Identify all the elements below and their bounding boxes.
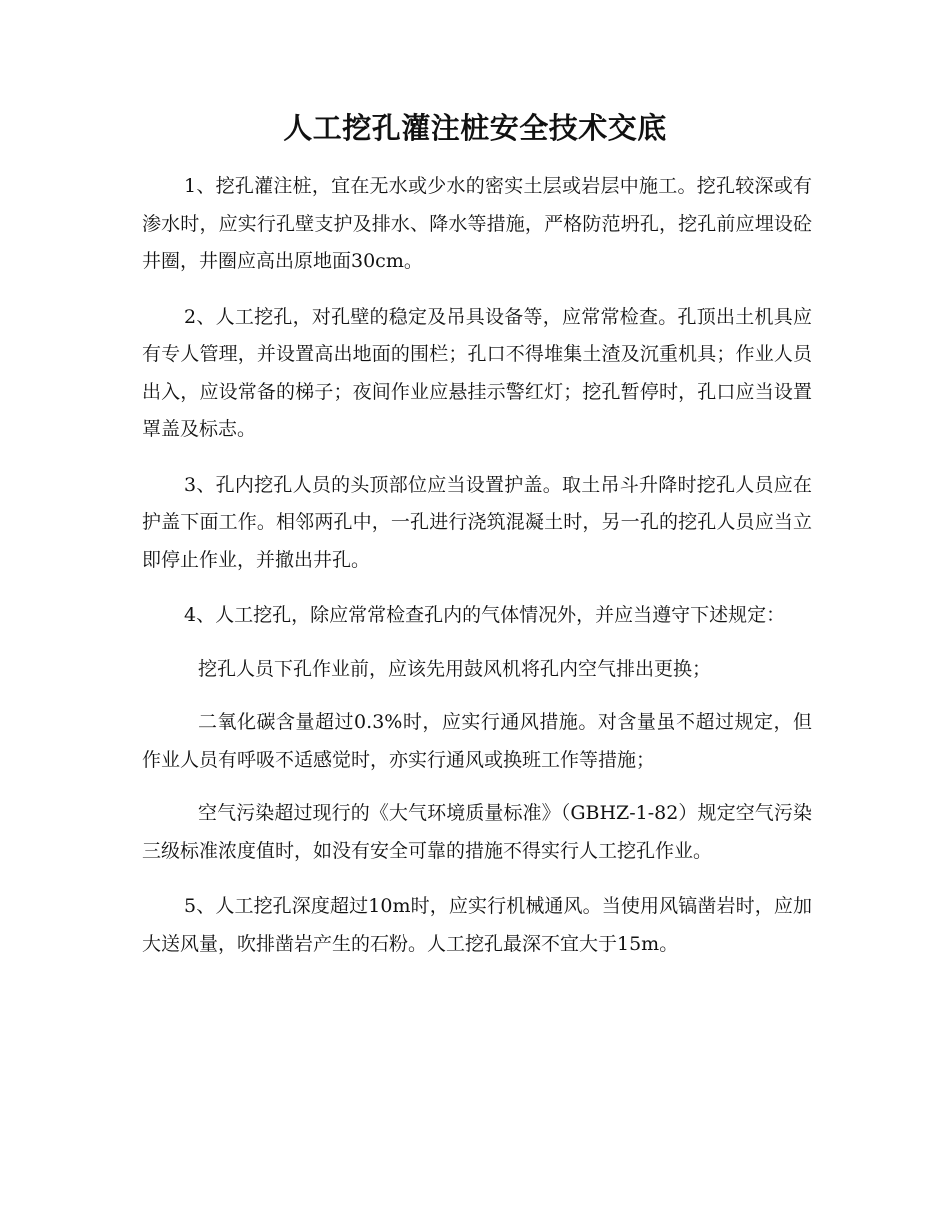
- paragraph-3: 3、孔内挖孔人员的头顶部位应当设置护盖。取土吊斗升降时挖孔人员应在护盖下面工作。相邻两孔中，一孔进行浇筑混凝土时，另一孔的挖孔人员应当立即停止作业，并撤出井孔。: [142, 473, 812, 571]
- document-title: 人工挖孔灌注桩安全技术交底: [283, 111, 667, 145]
- paragraph-1: 1、挖孔灌注桩，宜在无水或少水的密实土层或岩层中施工。挖孔较深或有渗水时，应实行孔壁支护及排水、降水等措施，严格防范坍孔，挖孔前应埋设砼井圈，井圈应高出原地面30cm。: [142, 175, 812, 272]
- paragraph-4: 4、人工挖孔，除应常常检查孔内的气体情况外，并应当遵守下述规定：: [184, 604, 786, 626]
- paragraph-2: 2、人工挖孔，对孔壁的稳定及吊具设备等，应常常检查。孔顶出土机具应有专人管理，并设置高出地面的围栏；孔口不得堆集土渣及沉重机具；作业人员出入，应设常备的梯子；夜间作业应悬挂示警红灯；挖孔暂停时，孔口应当设置罩盖及标志。: [142, 305, 812, 440]
- paragraph-5: 5、人工挖孔深度超过10m时，应实行机械通风。当使用风镐凿岩时，应加大送风量，吹排凿岩产生的石粉。人工挖孔最深不宜大于15m。: [142, 895, 812, 955]
- document-body: [142, 168, 812, 963]
- sub-rule-2: 二氧化碳含量超过0.3%时，应实行通风措施。对含量虽不超过规定，但作业人员有呼吸不适感觉时，亦实行通风或换班工作等措施；: [142, 711, 812, 771]
- sub-rule-1: 挖孔人员下孔作业前，应该先用鼓风机将孔内空气排出更换；: [198, 657, 712, 680]
- sub-rule-3: 空气污染超过现行的《大气环境质量标准》（GBHZ-1-82）规定空气污染三级标准浓度值时，如没有安全可靠的措施不得实行人工挖孔作业。: [142, 802, 812, 862]
